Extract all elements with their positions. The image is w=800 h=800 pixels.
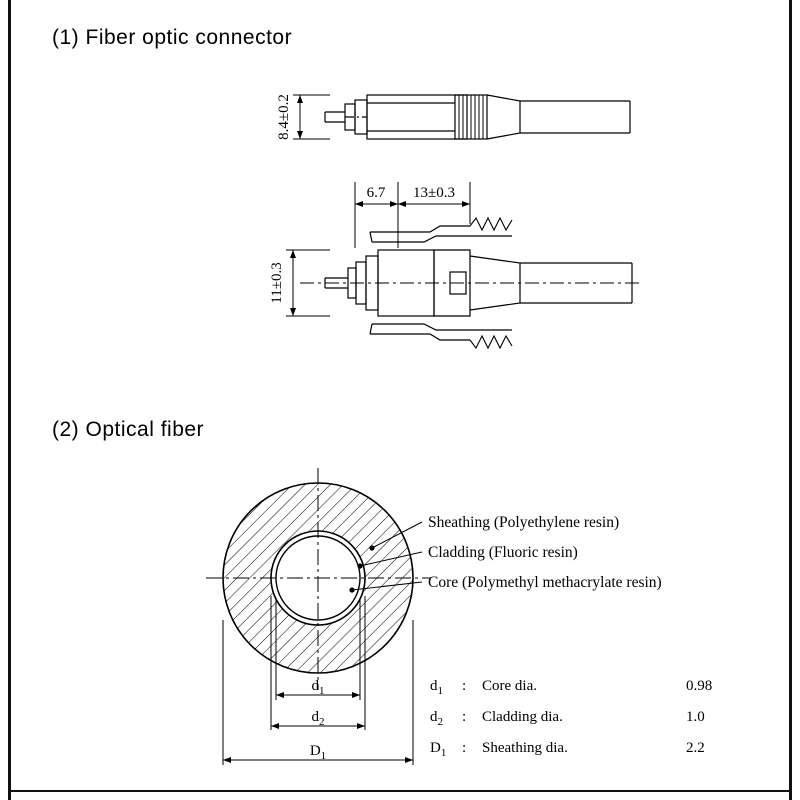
row-value-3: 2.2 bbox=[686, 740, 705, 756]
row-separator-2: : bbox=[462, 709, 467, 725]
dim-connector-height-top: 8.4±0.2 bbox=[276, 94, 292, 140]
dim-connector-nose-length: 6.7 bbox=[366, 185, 386, 201]
section-title-connector: (1) Fiber optic connector bbox=[52, 26, 293, 49]
callout-core: Core (Polymethyl methacrylate resin) bbox=[428, 574, 662, 591]
row-description-3: Sheathing dia. bbox=[482, 740, 568, 756]
dim-core-dia-label: $d_1$ bbox=[311, 678, 325, 697]
dim-connector-height-side: 11±0.3 bbox=[269, 262, 285, 304]
table-row bbox=[430, 740, 705, 759]
row-description-2: Cladding dia. bbox=[482, 709, 563, 725]
row-description-1: Core dia. bbox=[482, 678, 537, 694]
dim-sheathing-dia-label: $D_1$ bbox=[309, 743, 327, 762]
section-title-fiber: (2) Optical fiber bbox=[52, 418, 205, 441]
row-separator-3: : bbox=[462, 740, 467, 756]
row-symbol-d2: $d_2$ bbox=[430, 709, 443, 728]
table-row bbox=[430, 678, 712, 697]
callout-cladding: Cladding (Fluoric resin) bbox=[428, 544, 578, 561]
row-value-1: 0.98 bbox=[686, 678, 713, 694]
table-row bbox=[430, 709, 705, 728]
row-symbol-D1: $D_1$ bbox=[430, 740, 447, 759]
row-separator-1: : bbox=[462, 678, 467, 694]
dim-connector-body-length: 13±0.3 bbox=[413, 185, 455, 201]
row-symbol-d1: $d_1$ bbox=[430, 678, 443, 697]
dim-cladding-dia-label: $d_2$ bbox=[311, 709, 325, 728]
callout-sheathing: Sheathing (Polyethylene resin) bbox=[428, 514, 620, 531]
row-value-2: 1.0 bbox=[686, 709, 705, 725]
